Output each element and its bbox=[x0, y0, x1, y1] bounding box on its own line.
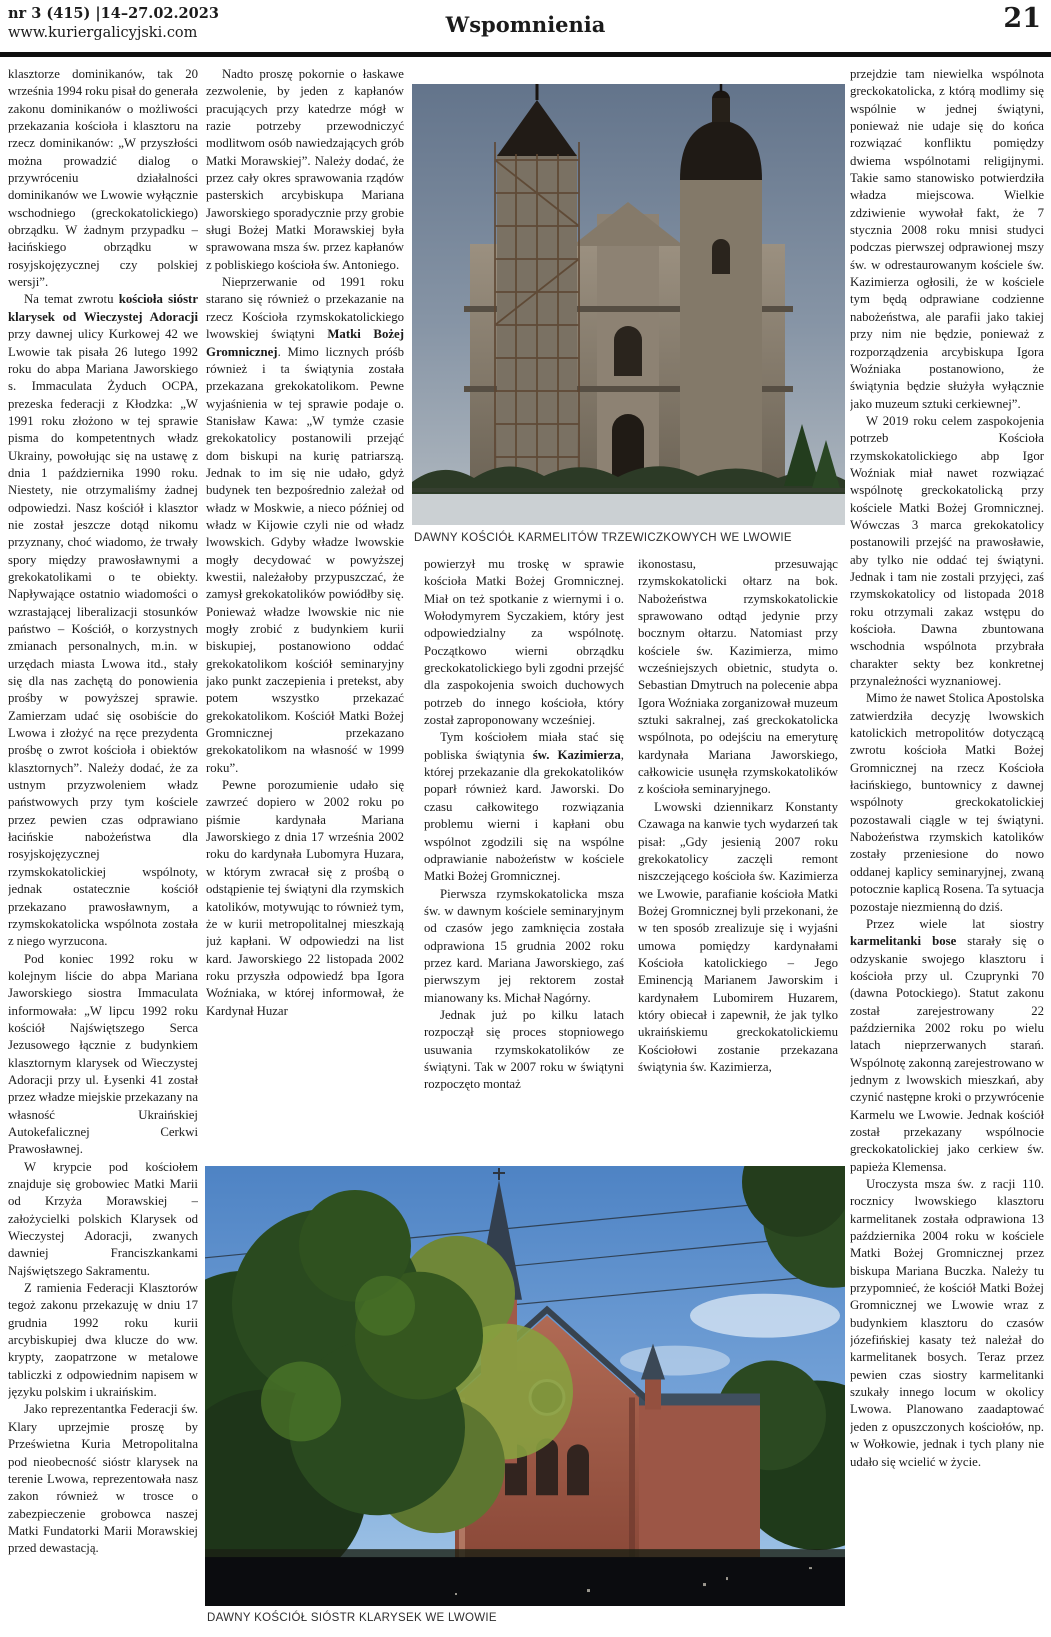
carmelite-church-illustration bbox=[412, 84, 845, 525]
paragraph: Przez wiele lat siostry karmelitanki bose starały się o odzyskanie swojego klasztoru i kościoła przy ul. Czuprynki 70 (dawna Potockiego). Statut zakonu został zarejestrowany 22 października 2002 roku po wielu latach nieprzerwanych starań. Wspólnotę zakonną zarejestrowano w jednym z lwowskich mieszkań, aby czynić następne kroki o przywrócenie Karmelu we Lwowie. Jednak kościół został przekazany wspólnocie greckokatolickiej jako cerkiew św. papieża Klemensa. bbox=[850, 916, 1044, 1174]
paragraph: powierzył mu troskę w sprawie kościoła Matki Bożej Gromnicznej. Miał on też spotkanie z wiernymi i o. Wołodymyrem Syczakiem, który jest odpowiedzialny za wspólnotę. Początkowo wierni obrządku greckokatolickiego byli zgodni przejść dla zaspokojenia swoich duchowych potrzeb do innego kościoła, który został zaproponowany wcześniej. bbox=[424, 557, 624, 728]
page-number: 21 bbox=[1003, 3, 1041, 34]
text-column-4 bbox=[638, 556, 838, 1166]
paragraph: Pierwsza rzymskokatolicka msza św. w dawnym kościele seminaryjnym od czasów jego zamknięcia została odprawiona 15 grudnia 2002 roku przez kard. Mariana Jaworskiego, zaś pierwszym jej rektorem został mianowany ks. Michał Nagórny. bbox=[424, 886, 624, 1005]
photo-carmelite-church bbox=[412, 84, 845, 525]
paragraph: ikonostasu, przesuwając rzymskokatolicki ołtarz na bok. Nabożeństwa rzymskokatolickie sprawowano odtąd jedynie przy bocznym ołtarzu. Natomiast przy kościele św. Kazimierza, mimo wcześniejszych obietnic, studyta o. Sebastian Dmytruch na polecenie abpa Igora Woźniaka zorganizował muzeum sztuki sakralnej, zaś greckokatolicka wspólnota, po odejściu na emeryturę kardynała Mariana Jaworskiego, całkowicie usunęła rzymskokatolików z kościoła seminaryjnego. bbox=[638, 557, 838, 797]
paragraph: W 2019 roku celem zaspokojenia potrzeb Kościoła rzymskokatolickiego abp Igor Woźniak miał nawet rozwiązać wspólnotę greckokatolicką przy kościele Matki Bożej Gromnicznej. Wówczas 3 marca grekokatolicy postanowili przejść na prawosławie, aby tylko nie oddać tej świątyni. Jednak i tam nie zostali przyjęci, zaś rzymskokatolicy od listopada 2018 roku otrzymali zakaz wstępu do kościoła. Dawna zbuntowana wschodnia wspólnota przybrała charakter sekty bez konkretnej przynależności wyznaniowej. bbox=[850, 413, 1044, 689]
paragraph: Uroczysta msza św. z racji 110. rocznicy lwowskiego klasztoru karmelitanek została odprawiona 13 października 2004 roku w kościele Matki Bożej Gromnicznej przez biskupa Mariana Buczka. Należy tu przypomnieć, że kościół Matki Bożej Gromnicznej we Lwowie wraz z budynkiem klasztoru do czasów józefińskiej kasaty też należał do karmelitanek bosych. Teraz przez pewien czas siostry karmelitanki szukały innego locum w okolicy Lwowa. Planowano zaadaptować jeden z opuszczonych kościołów, np. w Wołkowie, jednak i tych plany nie udało się wcielić w życie. bbox=[850, 1177, 1044, 1469]
text-column-3 bbox=[424, 556, 624, 1166]
paragraph: Nieprzerwanie od 1991 roku starano się również o przekazanie na rzecz Kościoła rzymskokatolickiego lwowskiej świątyni Matki Bożej Gromnicznej. Mimo licznych próśb również i ta świątynia została przekazana grekokatolikom. Pewne wyjaśnienia w tej sprawie podaje o. Stanisław Kawa: „W tymże czasie grekokatolicy postanowili przejąć dom biskupi na kurię patriarszą. Jednak to im się nie udało, gdyż budynek ten bezpośrednio zależał od władz w Moskwie, a nieco później od władz w Kijowie czyli nie od władz lwowskich. Gdyby władze lwowskie mogły decydować w powyższej kwestii, należałoby przypuszczać, że zamysł grekokatolików powiódłby się. Ponieważ władze lwowskie nic nie mogły zrobić z budynkiem kurii biskupiej, postanowiono oddać grekokatolikom kościół seminaryjny jako punkt zaczepienia i pretekst, aby potem wszystko przekazać grekokatolikom. Kościół Matki Bożej Gromnicznej przekazano grekokatolikom na własność w 1999 roku”. bbox=[206, 275, 404, 775]
paragraph: W krypcie pod kościołem znajduje się grobowiec Matki Marii od Krzyża Morawskiej – założycielki polskich Klarysek od Wieczystej Adoracji, zwanych dawniej Franciszkankami Najświętszego Sakramentu. bbox=[8, 1159, 198, 1278]
paragraph: Tym kościołem miała stać się pobliska świątynia św. Kazimierza, której przekazanie dla grekokatolików poparł również kard. Jaworski. Do czasu całkowitego rozwiązania problemu wierni i kapłani obu wspólnot zgodzili się na wspólne odprawianie nabożeństw w kościele Matki Bożej Gromnicznej. bbox=[424, 730, 624, 884]
paragraph: Z ramienia Federacji Klasztorów tegoż zakonu przekazuję w dniu 17 grudnia 1992 roku kurii arcybiskupiej dwa klucze do ww. krypty, zaopatrzone w metalowe tabliczki z odpowiednim napisem w języku polskim i ukraińskim. bbox=[8, 1281, 198, 1400]
paragraph: Lwowski dziennikarz Konstanty Czawaga na kanwie tych wydarzeń tak pisał: „Gdy jesienią 2007 roku grekokatolicy zaczęli remont niszczejącego kościoła św. Kazimierza we Lwowie, parafianie kościoła Matki Bożej Gromnicznej byli przekonani, że w ten sposób zrealizuje się i wyjaśni umowa pomiędzy kardynałami Kościoła katolickiego – Jego Eminencją Marianem Jaworskim i kardynałem Lubomirem Huzarem, który obiecał i zapewnił, że jak tylko ukraińskiemu greckokatolickiemu Kościołowi zostanie przekazana świątynia św. Kazimierza, bbox=[638, 799, 838, 1074]
paragraph: Jednak już po kilku latach rozpoczął się proces stopniowego usuwania rzymskokatolików ze świątyni. Tak w 2007 roku w świątyni rozpoczęto montaż bbox=[424, 1007, 624, 1092]
paragraph: Mimo że nawet Stolica Apostolska zatwierdziła decyzję lwowskich katolickich metropolitów dotyczącą zwrotu kościoła Matki Bożej Gromnicznej na rzecz Kościoła łacińskiego, buntownicy z dawnej wspólnoty greckokatolickiej pozostawali ciągle w tej świątyni. Nabożeństwa rzymskich katolików zostały przeniesione do nowo oddanej kaplicy seminaryjnej, zwaną potocznie kaplicą Rosena. Ta sytuacja pozostaje niezmienną do dziś. bbox=[850, 691, 1044, 914]
paragraph: przejdzie tam niewielka wspólnota greckokatolicka, z którą modlimy się wspólnie w jednej świątyni, ponieważ nie udaje się do końca rozwiązać konfliktu pomiędzy dwiema wspólnotami religijnymi. Takie samo stanowisko potwierdziła władza miejscowa. Wielkie zdziwienie wywołał fakt, że 7 stycznia 2008 roku mnisi studyci podczas pierwszej odprawionej mszy św. w odrestaurowanym kościele św. Kazimierza ogłosili, że w kościele tym będą odprawiane codzienne nabożeństwa, ale parafii jako takiej przy nim nie będzie, ponieważ z rozporządzenia arcybiskupa Igora Woźniaka postanowiono, że świątynia będzie służyła wyłącznie jako muzeum sztuki cerkiewnej”. bbox=[850, 67, 1044, 411]
paragraph: Pewne porozumienie udało się zawrzeć dopiero w 2002 roku po piśmie kardynała Mariana Jaworskiego z dnia 17 września 2002 roku do kardynała Lubomyra Huzara, w którym zwracał się z prośbą o odstąpienie tej świątyni dla rzymskich katolików, motywując to również tym, że w kurii metropolitalnej mieszkają już kapłani. W odpowiedzi na list kard. Jaworskiego 22 listopada 2002 roku przyszła odpowiedź bpa Igora Woźniaka, w której informował, że Kardynał Huzar bbox=[206, 778, 404, 1018]
paragraph: Pod koniec 1992 roku w kolejnym liście do abpa Mariana Jaworskiego siostra Immaculata informowała: „W lipcu 1992 roku kościół Najświętszego Serca Jezusowego łącznie z budynkiem klasztornym klarysek od Wieczystej Adoracji przy ul. Łysenki 41 został przez władze miejskie przekazany na własność Ukraińskiej Autokefalicznej Cerkwi Prawosławnej. bbox=[8, 951, 198, 1157]
photo-1-caption: DAWNY KOŚCIÓŁ KARMELITÓW TRZEWICZKOWYCH WE LWOWIE bbox=[414, 532, 792, 544]
paragraph: Na temat zwrotu kościoła sióstr klarysek od Wieczystej Adoracji przy dawnej ulicy Kurkowej 42 we Lwowie tak pisała 26 lutego 1992 roku do abpa Mariana Jaworskiego s. Immaculata Żyduch OCPA, prezeska federacji z Kłodzka: „W 1991 roku złożono w tej sprawie pisma do kompetentnych władz Ukrainy, powołując się na ustawę z dnia 1 października 1990 roku. Niestety, nie otrzymaliśmy żadnej odpowiedzi. Nasz kościół i klasztor nie został jeszcze dotąd nikomu przyznany, choć wiadomo, że trwały spory między prawosławnymi a grekokatolikami o te obiekty. Napływające ostatnio wiadomości o wzrastającej liberalizacji stosunków państwo – Kościół, o korzystnych zmianach personalnych, m.in. w urzędach miasta Lwowa itd., stały się dla nas zachętą do ponowienia prośby w powyższej sprawie. Zamierzam udać się osobiście do Lwowa i złożyć na ręce prezydenta prośbę o zwrot kościoła i obiektów klasztornych”. Należy dodać, że za ustnym przyzwoleniem władz państwowych przy tym kościele przez pewien czas odprawiano łacińskie nabożeństwa dla rosyjskojęzycznej rzymskokatolickiej wspólnoty, jednak ostatecznie kościół przekazano prawosławnym, a rzymskokatolicka wspólnota została z niego wyrzucona. bbox=[8, 292, 198, 949]
photo-klaryski-church bbox=[205, 1166, 845, 1606]
text-column-2 bbox=[206, 66, 404, 1164]
issue-number: nr 3 (415) |14–27.02.2023 bbox=[8, 5, 219, 22]
paragraph: klasztorze dominikanów, tak 20 września 1994 roku pisał do generała zakonu dominikanów o możliwości przekazania kościoła i klasztoru na rzecz dominikanów: „W przyszłości można prowadzić dialog o przywróceniu działalności dominikanów we Lwowie wyłącznie wschodniego (greckokatolickiego) obrządku. W żadnym przypadku – łacińskiego obrządku w rosyjskojęzycznej czy polskiej wersji”. bbox=[8, 67, 198, 290]
section-title: Wspomnienia bbox=[445, 12, 606, 37]
text-column-5 bbox=[850, 66, 1044, 1630]
paragraph: Nadto proszę pokornie o łaskawe zezwolenie, by jeden z kapłanów pracujących przy katedrze mógł w razie potrzeby przewodniczyć modlitwom osób nawiedzających grób Matki Morawskiej”. Należy dodać, że przez cały okres sprawowania rządów pasterskich arcybiskupa Mariana Jaworskiego sporadycznie przy grobie sługi Bożej Matki Morawskiej była sprawowana msza św. przez kapłanów z pobliskiego kościoła św. Antoniego. bbox=[206, 67, 404, 272]
klaryski-church-illustration bbox=[205, 1166, 845, 1606]
photo-2-caption: DAWNY KOŚCIÓŁ SIÓSTR KLARYSEK WE LWOWIE bbox=[207, 1612, 497, 1624]
header-rule bbox=[0, 52, 1051, 57]
paragraph: Jako reprezentantka Federacji św. Klary uprzejmie proszę by Prześwietna Kuria Metropolitalna pod nieobecność sióstr klarysek na terenie Lwowa, reprezentowała nasz zakon również w trosce o zabezpieczenie grobowca naszej Matki Fundatorki Marii Morawskiej przed dewastacją. bbox=[8, 1402, 198, 1556]
website-url: www.kuriergalicyjski.com bbox=[8, 25, 198, 41]
page-header bbox=[0, 0, 1051, 52]
text-column-1 bbox=[8, 66, 198, 1630]
